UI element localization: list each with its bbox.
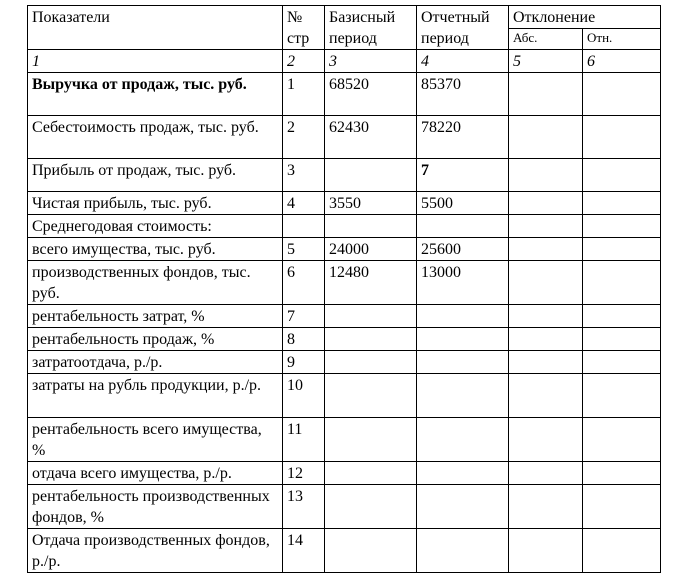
table-row — [28, 238, 661, 261]
row-base-value: 62430 — [325, 116, 417, 159]
row-line-number: 9 — [283, 351, 325, 374]
row-rel-deviation — [583, 238, 661, 261]
row-line-number: 11 — [283, 418, 325, 462]
row-indicator-name: Отдача производственных фондов, р./р. — [28, 529, 283, 573]
row-base-value — [325, 328, 417, 351]
row-abs-deviation — [509, 328, 583, 351]
row-rel-deviation — [583, 485, 661, 529]
header-row — [28, 6, 661, 29]
row-line-number: 6 — [283, 261, 325, 305]
row-abs-deviation — [509, 215, 583, 238]
row-report-value — [417, 485, 509, 529]
row-abs-deviation — [509, 116, 583, 159]
row-line-number: 4 — [283, 192, 325, 215]
table-row — [28, 192, 661, 215]
col-number: 4 — [417, 50, 509, 73]
row-indicator-name: рентабельность производственных фондов, % — [28, 485, 283, 529]
row-line-number: 5 — [283, 238, 325, 261]
row-base-value: 3550 — [325, 192, 417, 215]
row-rel-deviation — [583, 374, 661, 418]
row-base-value — [325, 418, 417, 462]
col-number: 6 — [583, 50, 661, 73]
col-number: 3 — [325, 50, 417, 73]
row-abs-deviation — [509, 529, 583, 573]
row-report-value: 25600 — [417, 238, 509, 261]
row-line-number: 7 — [283, 305, 325, 328]
row-indicator-name: Прибыль от продаж, тыс. руб. — [28, 159, 283, 192]
row-rel-deviation — [583, 192, 661, 215]
row-base-value: 68520 — [325, 73, 417, 116]
row-rel-deviation — [583, 159, 661, 192]
table-row — [28, 485, 661, 529]
indicators-table — [27, 5, 661, 573]
row-indicator-name: рентабельность всего имущества, % — [28, 418, 283, 462]
row-rel-deviation — [583, 418, 661, 462]
row-line-number: 8 — [283, 328, 325, 351]
col-number: 5 — [509, 50, 583, 73]
row-base-value — [325, 159, 417, 192]
row-abs-deviation — [509, 305, 583, 328]
row-report-value: 13000 — [417, 261, 509, 305]
row-abs-deviation — [509, 462, 583, 485]
row-abs-deviation — [509, 374, 583, 418]
row-indicator-name: Среднегодовая стоимость: — [28, 215, 283, 238]
row-abs-deviation — [509, 418, 583, 462]
row-line-number: 10 — [283, 374, 325, 418]
table-row — [28, 215, 661, 238]
table-row — [28, 73, 661, 116]
row-base-value — [325, 215, 417, 238]
row-abs-deviation — [509, 238, 583, 261]
row-report-value — [417, 529, 509, 573]
row-indicator-name: Выручка от продаж, тыс. руб. — [28, 73, 283, 116]
row-rel-deviation — [583, 261, 661, 305]
row-line-number: 3 — [283, 159, 325, 192]
table-row — [28, 418, 661, 462]
row-indicator-name: всего имущества, тыс. руб. — [28, 238, 283, 261]
table-row — [28, 116, 661, 159]
row-indicator-name: затраты на рубль продукции, р./р. — [28, 374, 283, 418]
row-rel-deviation — [583, 328, 661, 351]
row-base-value — [325, 374, 417, 418]
row-line-number: 12 — [283, 462, 325, 485]
row-base-value — [325, 305, 417, 328]
header-report-period: Отчетный период — [417, 6, 509, 50]
table-row — [28, 374, 661, 418]
row-line-number: 2 — [283, 116, 325, 159]
row-line-number — [283, 215, 325, 238]
row-rel-deviation — [583, 462, 661, 485]
header-abs: Абс. — [509, 29, 583, 50]
row-report-value — [417, 462, 509, 485]
row-report-value: 5500 — [417, 192, 509, 215]
row-rel-deviation — [583, 529, 661, 573]
col-number: 2 — [283, 50, 325, 73]
row-report-value: 78220 — [417, 116, 509, 159]
row-report-value — [417, 215, 509, 238]
row-base-value — [325, 462, 417, 485]
row-abs-deviation — [509, 261, 583, 305]
row-abs-deviation — [509, 192, 583, 215]
row-rel-deviation — [583, 215, 661, 238]
row-rel-deviation — [583, 73, 661, 116]
row-report-value — [417, 328, 509, 351]
row-indicator-name: производственных фондов, тыс. руб. — [28, 261, 283, 305]
row-abs-deviation — [509, 159, 583, 192]
row-base-value: 24000 — [325, 238, 417, 261]
row-base-value — [325, 529, 417, 573]
row-indicator-name: рентабельность продаж, % — [28, 328, 283, 351]
row-abs-deviation — [509, 351, 583, 374]
row-line-number: 13 — [283, 485, 325, 529]
table-row — [28, 351, 661, 374]
header-indicators: Показатели — [28, 6, 283, 50]
row-rel-deviation — [583, 305, 661, 328]
table-row — [28, 328, 661, 351]
header-base-period: Базисный период — [325, 6, 417, 50]
col-number: 1 — [28, 50, 283, 73]
table-row — [28, 529, 661, 573]
row-abs-deviation — [509, 73, 583, 116]
row-report-value — [417, 418, 509, 462]
table-row — [28, 261, 661, 305]
header-line-no: № стр — [283, 6, 325, 50]
header-rel: Отн. — [583, 29, 661, 50]
row-report-value — [417, 351, 509, 374]
row-indicator-name: Чистая прибыль, тыс. руб. — [28, 192, 283, 215]
row-indicator-name: рентабельность затрат, % — [28, 305, 283, 328]
row-base-value: 12480 — [325, 261, 417, 305]
row-base-value — [325, 485, 417, 529]
row-report-value — [417, 374, 509, 418]
row-report-value: 85370 — [417, 73, 509, 116]
table-row — [28, 159, 661, 192]
column-numbers-row — [28, 50, 661, 73]
table-row — [28, 462, 661, 485]
row-base-value — [325, 351, 417, 374]
row-rel-deviation — [583, 116, 661, 159]
row-line-number: 1 — [283, 73, 325, 116]
row-indicator-name: Себестоимость продаж, тыс. руб. — [28, 116, 283, 159]
row-report-value: 7 — [417, 159, 509, 192]
row-rel-deviation — [583, 351, 661, 374]
row-indicator-name: затратоотдача, р./р. — [28, 351, 283, 374]
table-row — [28, 305, 661, 328]
header-deviation: Отклонение — [509, 6, 661, 29]
row-line-number: 14 — [283, 529, 325, 573]
row-abs-deviation — [509, 485, 583, 529]
row-indicator-name: отдача всего имущества, р./р. — [28, 462, 283, 485]
row-report-value — [417, 305, 509, 328]
